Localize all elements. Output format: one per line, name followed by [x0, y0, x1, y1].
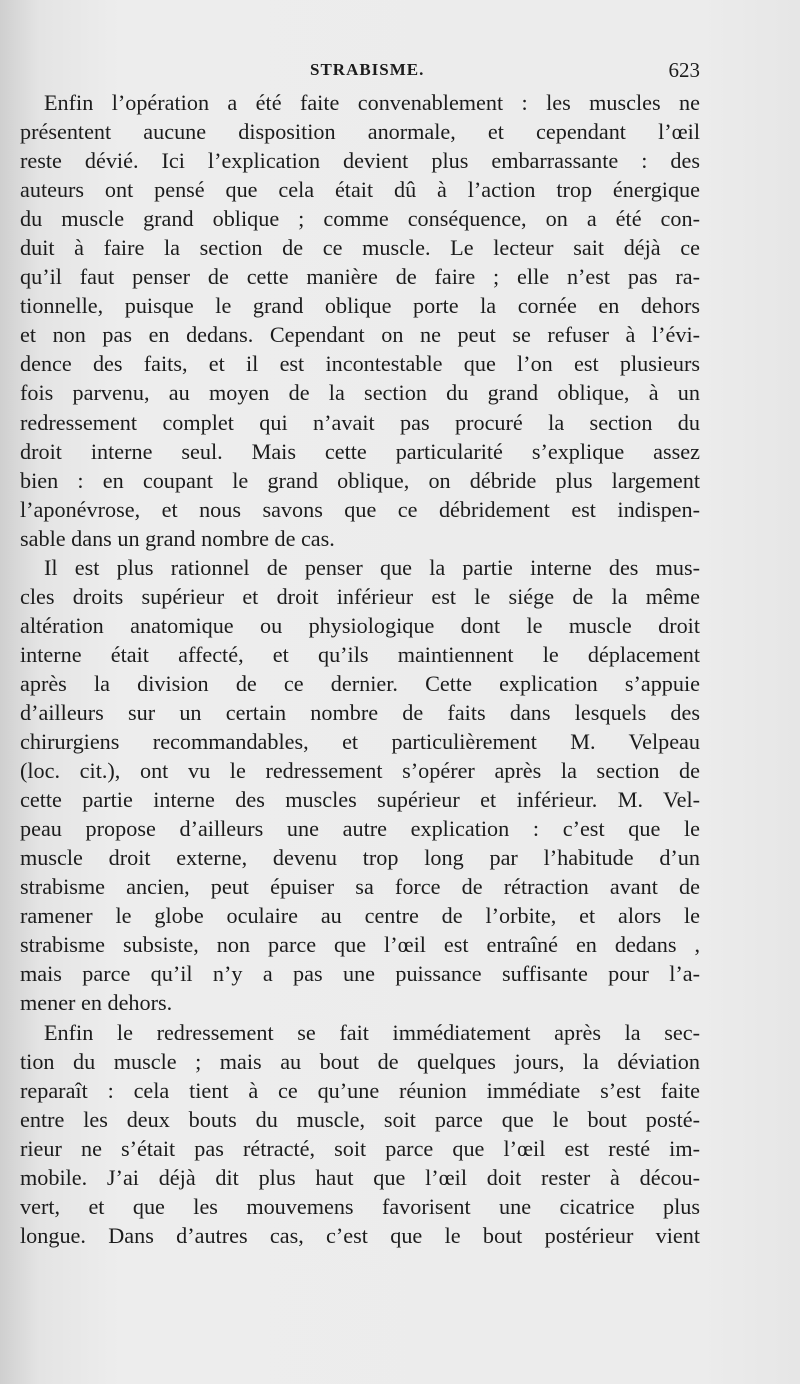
- text-line: sable dans un grand nombre de cas.: [20, 525, 335, 551]
- text-line: interne était affecté, et qu’ils maintiennent le déplacement: [20, 641, 700, 667]
- text-line: ramener le globe oculaire au centre de l’orbite, et alors le: [20, 903, 700, 929]
- text-line: longue. Dans d’autres cas, c’est que le bout postérieur vient: [20, 1222, 700, 1248]
- text-line: du muscle grand oblique ; comme conséquence, on a été con-: [20, 206, 700, 232]
- text-line: Enfin le redressement se fait immédiatement après la sec-: [44, 1019, 700, 1045]
- text-line: (loc. cit.), ont vu le redressement s’opérer après la section de: [20, 758, 700, 784]
- text-line: duit à faire la section de ce muscle. Le lecteur sait déjà ce: [20, 235, 700, 261]
- text-line: vert, et que les mouvemens favorisent une cicatrice plus: [20, 1193, 700, 1219]
- text-line: présentent aucune disposition anormale, et cependant l’œil: [20, 119, 700, 145]
- page-number: 623: [668, 58, 700, 82]
- text-line: reparaît : cela tient à ce qu’une réunion immédiate s’est faite: [20, 1077, 700, 1103]
- text-line: Enfin l’opération a été faite convenablement : les muscles ne: [44, 90, 700, 115]
- text-line: mener en dehors.: [20, 990, 173, 1016]
- text-line: rieur ne s’était pas rétracté, soit parce que l’œil est resté im-: [20, 1135, 700, 1161]
- text-line: reste dévié. Ici l’explication devient plus embarrassante : des: [20, 148, 700, 174]
- text-line: l’aponévrose, et nous savons que ce débridement est indispen-: [20, 496, 700, 522]
- text-line: après la division de ce dernier. Cette explication s’appuie: [20, 670, 700, 696]
- paragraph: [20, 1018, 700, 1250]
- text-line: d’ailleurs sur un certain nombre de faits dans lesquels des: [20, 699, 700, 725]
- text-line: auteurs ont pensé que cela était dû à l’action trop énergique: [20, 177, 700, 203]
- text-line: entre les deux bouts du muscle, soit parce que le bout posté-: [20, 1106, 700, 1132]
- text-line: altération anatomique ou physiologique dont le muscle droit: [20, 612, 700, 638]
- text-line: fois parvenu, au moyen de la section du grand oblique, à un: [20, 380, 700, 406]
- text-line: cles droits supérieur et droit inférieur est le siége de la même: [20, 583, 700, 609]
- text-line: qu’il faut penser de cette manière de faire ; elle n’est pas ra-: [20, 264, 700, 290]
- text-line: cette partie interne des muscles supérieur et inférieur. M. Vel-: [20, 787, 700, 813]
- text-line: redressement complet qui n’avait pas procuré la section du: [20, 409, 700, 435]
- text-line: strabisme subsiste, non parce que l’œil est entraîné en dedans ,: [20, 932, 700, 958]
- text-line: strabisme ancien, peut épuiser sa force de rétraction avant de: [20, 874, 700, 900]
- text-line: tionnelle, puisque le grand oblique porte la cornée en dehors: [20, 293, 700, 319]
- text-line: chirurgiens recommandables, et particulièrement M. Velpeau: [20, 729, 700, 755]
- page-header: [20, 58, 700, 84]
- text-line: Il est plus rationnel de penser que la partie interne des mus-: [44, 554, 700, 580]
- running-title: STRABISME.: [310, 60, 425, 79]
- text-line: tion du muscle ; mais au bout de quelques jours, la déviation: [20, 1048, 700, 1074]
- body-text: [20, 88, 700, 1250]
- text-line: et non pas en dedans. Cependant on ne peut se refuser à l’évi-: [20, 322, 700, 348]
- text-line: mobile. J’ai déjà dit plus haut que l’œil doit rester à décou-: [20, 1164, 700, 1190]
- paragraph: [20, 553, 700, 1018]
- text-line: droit interne seul. Mais cette particularité s’explique assez: [20, 438, 700, 464]
- text-line: dence des faits, et il est incontestable que l’on est plusieurs: [20, 351, 700, 377]
- text-line: peau propose d’ailleurs une autre explication : c’est que le: [20, 816, 700, 842]
- paragraph: [20, 88, 700, 553]
- text-line: mais parce qu’il n’y a pas une puissance suffisante pour l’a-: [20, 961, 700, 987]
- text-line: muscle droit externe, devenu trop long par l’habitude d’un: [20, 845, 700, 871]
- text-line: bien : en coupant le grand oblique, on débride plus largement: [20, 467, 700, 493]
